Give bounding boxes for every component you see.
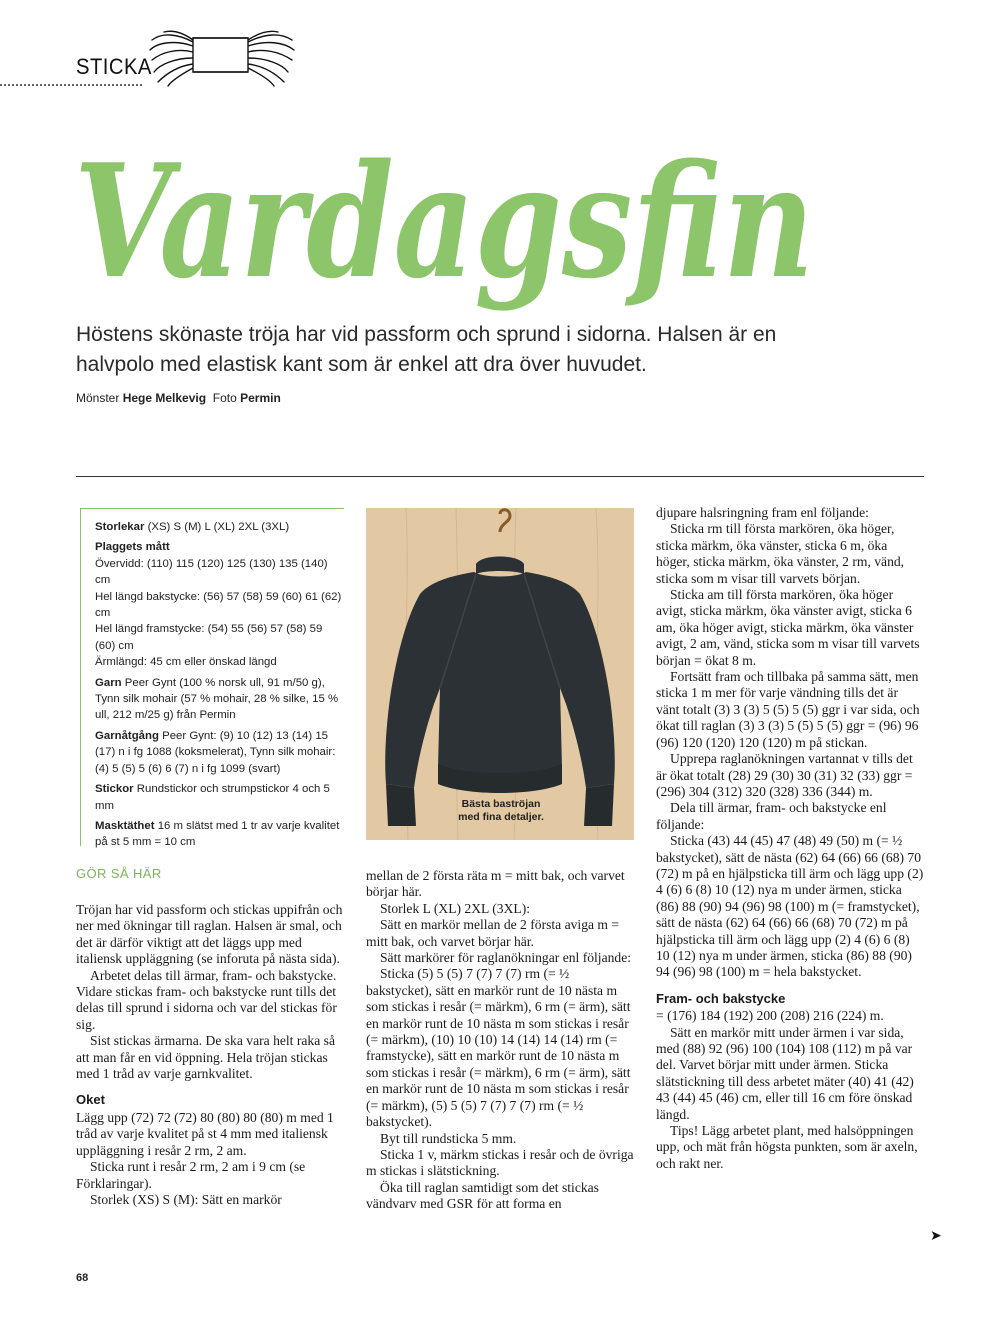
body-paragraph: Sticka rm till första markören, öka höger, sticka märkm, öka vänster, sticka 6 m, öka höger, sticka märkm, öka vänster, 2 rm, vänd, sticka som m visar till varvets början. [656,521,905,586]
body-paragraph: Tröjan har vid passform och stickas uppifrån och ner med ökningar till raglan. Halsen är smal, och det är därför viktigt att det läggs upp med italiensk uppläggning (se inforuta på nästa sida). [76,902,343,967]
body-paragraph: Sticka am till första markören, öka höger avigt, sticka märkm, öka vänster avigt, sticka 6 am, öka höger avigt, sticka märkm, öka vänster avigt, 2 am, vänd, sticka som m visar till varvets början = ökat 8 m. [656,587,920,668]
lead-paragraph: Höstens skönaste tröja har vid passform och sprund i sidorna. Halsen är en halvpolo med elastisk kant som är enkel att dra över huvudet. [76,323,777,376]
body-paragraph: Öka till raglan samtidigt som det stickas vändvarv med GSR för att forma en [366,1179,599,1212]
continue-arrow-icon: ➤ [930,1229,942,1244]
body-paragraph: Tips! Lägg arbetet plant, med halsöppningen upp, och mät från högsta punkten, som är axeln, och rakt ner. [656,1123,918,1171]
info-gauge: Masktäthet 16 m slätst med 1 tr av varje kvalitet på st 5 mm = 10 cm [95,819,340,849]
body-paragraph: Sticka 1 v, märkm stickas i resår och de övriga m stickas i slätstickning. [366,1146,634,1179]
info-measure-line: Hel längd framstycke: (54) 55 (56) 57 (58) 59 (60) cm [95,623,323,652]
how-to-heading: GÖR SÅ HÄR [76,866,162,881]
body-paragraph: = (176) 184 (192) 200 (208) 216 (224) m. [656,1008,884,1024]
info-measures: Plaggets mått Övervidd: (110) 115 (120) 125 (130) 135 (140) cm Hel längd bakstycke: (56) 57 (58) 59 (60) 61 (62) cm Hel längd framstycke: (54) 55 (56) 57 (58) 59 (60) cm Ärmlängd: 45 cm eller önskad längd [95,541,342,669]
info-sizes: Storlekar (XS) S (M) L (XL) 2XL (3XL) [95,521,290,533]
credit-pattern-name: Hege Melkevig [122,391,207,405]
section-label: STICKA [76,54,152,79]
body-column-3 [656,505,924,1172]
credit-photo-name: Permin [240,391,281,405]
body-paragraph: mellan de 2 första räta m = mitt bak, och varvet börjar här. [366,868,625,900]
info-measure-line: Övervidd: (110) 115 (120) 125 (130) 135 (140) cm [95,557,328,587]
body-paragraph: Sätt markörer för raglanökningar enl följande: [380,950,632,966]
article-title-text: Vardagsfin [74,130,814,313]
subheading-oket: Oket [76,1092,105,1108]
body-paragraph: Arbetet delas till ärmar, fram- och bakstycke. Vidare stickas fram- och bakstycke runt tills det delas till sprund i sidorna och var del stickas för sig. [76,967,337,1032]
credit-photo-label: Foto [212,391,237,405]
info-yarn-use: Garnåtgång Peer Gynt: (9) 10 (12) 13 (14) 15 (17) n i fg 1088 (koksmelerat), Tynn silk mohair: (4) 5 (5) 5 (6) 6 (7) n i fg 1099 (svart) [95,729,336,775]
body-paragraph: Sist stickas ärmarna. De ska vara helt raka så att man får en vid öppning. Hela tröjan stickas med 1 tråd av varje garnkvalitet. [76,1033,335,1082]
body-paragraph: Storlek (XS) S (M): Sätt en markör [90,1191,282,1207]
page-number: 68 [76,1272,89,1284]
credit-pattern-label: Mönster [76,391,120,405]
credits [76,391,281,405]
article-title [70,118,830,338]
info-measure-line: Hel längd bakstycke: (56) 57 (58) 59 (60) 61 (62) cm [95,590,342,620]
sweater-photo [366,508,634,840]
sweater-illustration [366,508,634,840]
body-column-2 [366,868,634,1213]
body-paragraph: Storlek L (XL) 2XL (3XL): [380,900,530,916]
subheading-fram-bak: Fram- och bakstycke [656,990,786,1006]
body-paragraph: Sticka (43) 44 (45) 47 (48) 49 (50) m (= ½ bakstycket), sätt de nästa (62) 64 (66) 66 (68) 70 (72) m på en hjälpsticka till ärm och lägg upp (2) 4 (6) 6 (8) 10 (12) nya m under ärmen, sticka (86) 88 (90) 94 (96) 98 (100) m (= framstycket), sätt de nästa (62) 64 (66) 66 (68) 70 (72) m på hjälpsticka till ärm och lägg upp (2) 4 (6) 6 (8) 10 (12) nya m under ärmen, sticka (86) 88 (90) 94 (96) 98 (100) m = hela bakstycket. [656,833,924,980]
body-paragraph: Byt till rundsticka 5 mm. [380,1130,517,1146]
body-paragraph: Sätt en markör mellan de 2 första aviga m = mitt bak, och varvet börjar här. [366,917,620,949]
body-paragraph: Fortsätt fram och tillbaka på samma sätt, men sticka 1 m mer för varje vändning tills det är vänt totalt (3) 3 (3) 5 (5) 5 (5) ggr i var sida, och ökat till raglan (3) 3 (3) 5 (5) 5 (5) ggr = (96) 96 (96) 120 (120) 120 (120) m på stickan. [656,669,920,750]
dotted-divider [0,84,142,86]
body-paragraph: Upprepa raglanökningen vartannat v tills det är ökat totalt (28) 29 (30) 30 (31) 32 (33) ggr = (296) 304 (312) 320 (328) 336 (344) m. [656,751,913,799]
body-paragraph: Sticka (5) 5 (5) 7 (7) 7 (7) rm (= ½ bakstycket), sätt en markör runt de 10 nästa m som stickas i resår (= märkm), 6 rm (= ärm), sätt en markör runt de 10 nästa m som stickas i resår (= märkm), (10) 10 (10) 14 (14) 14 (14) rm (= framstycke), sätt en markör runt de 10 nästa m som stickas i resår (= märkm), 6 rm (= ärm), sätt en markör runt de 10 nästa m som stickas i resår (= märkm), (5) 5 (5) 7 (7) 7 (7) rm (= ½ bakstycket). [366,966,631,1130]
body-paragraph: Sätt en markör mitt under ärmen i var sida, med (88) 92 (96) 100 (104) 108 (112) m på var del. Varvet börjar mitt under ärmen. Sticka slätstickning till dess arbetet mäter (40) 41 (42) 43 (44) 45 (46) cm, eller till 16 cm före önskad längd. [656,1024,914,1122]
info-measure-line: Ärmlängd: 45 cm eller önskad längd [95,656,277,669]
info-yarn: Garn Peer Gynt (100 % norsk ull, 91 m/50 g), Tynn silk mohair (57 % mohair, 28 % silke, 15 % ull, 212 m/25 g) från Permin [95,676,339,722]
yarn-skein-icon [148,28,296,88]
body-paragraph: Sticka runt i resår 2 rm, 2 am i 9 cm (se Förklaringar). [76,1159,306,1191]
photo-caption: Bästa baströjan med fina detaljer. [458,798,544,823]
info-box [80,508,344,849]
body-paragraph: djupare halsringning fram enl följande: [656,505,869,520]
body-paragraph: Dela till ärmar, fram- och bakstycke enl följande: [656,800,887,832]
body-paragraph: Lägg upp (72) 72 (72) 80 (80) 80 (80) m med 1 tråd av varje kvalitet på st 4 mm med italiensk uppläggning i resår 2 rm, 2 am. [76,1109,334,1158]
body-column-1 [76,902,346,1208]
horizontal-rule [76,476,924,477]
info-needles: Stickor Rundstickor och strumpstickor 4 och 5 mm [95,783,330,812]
hanger-icon [500,510,510,532]
